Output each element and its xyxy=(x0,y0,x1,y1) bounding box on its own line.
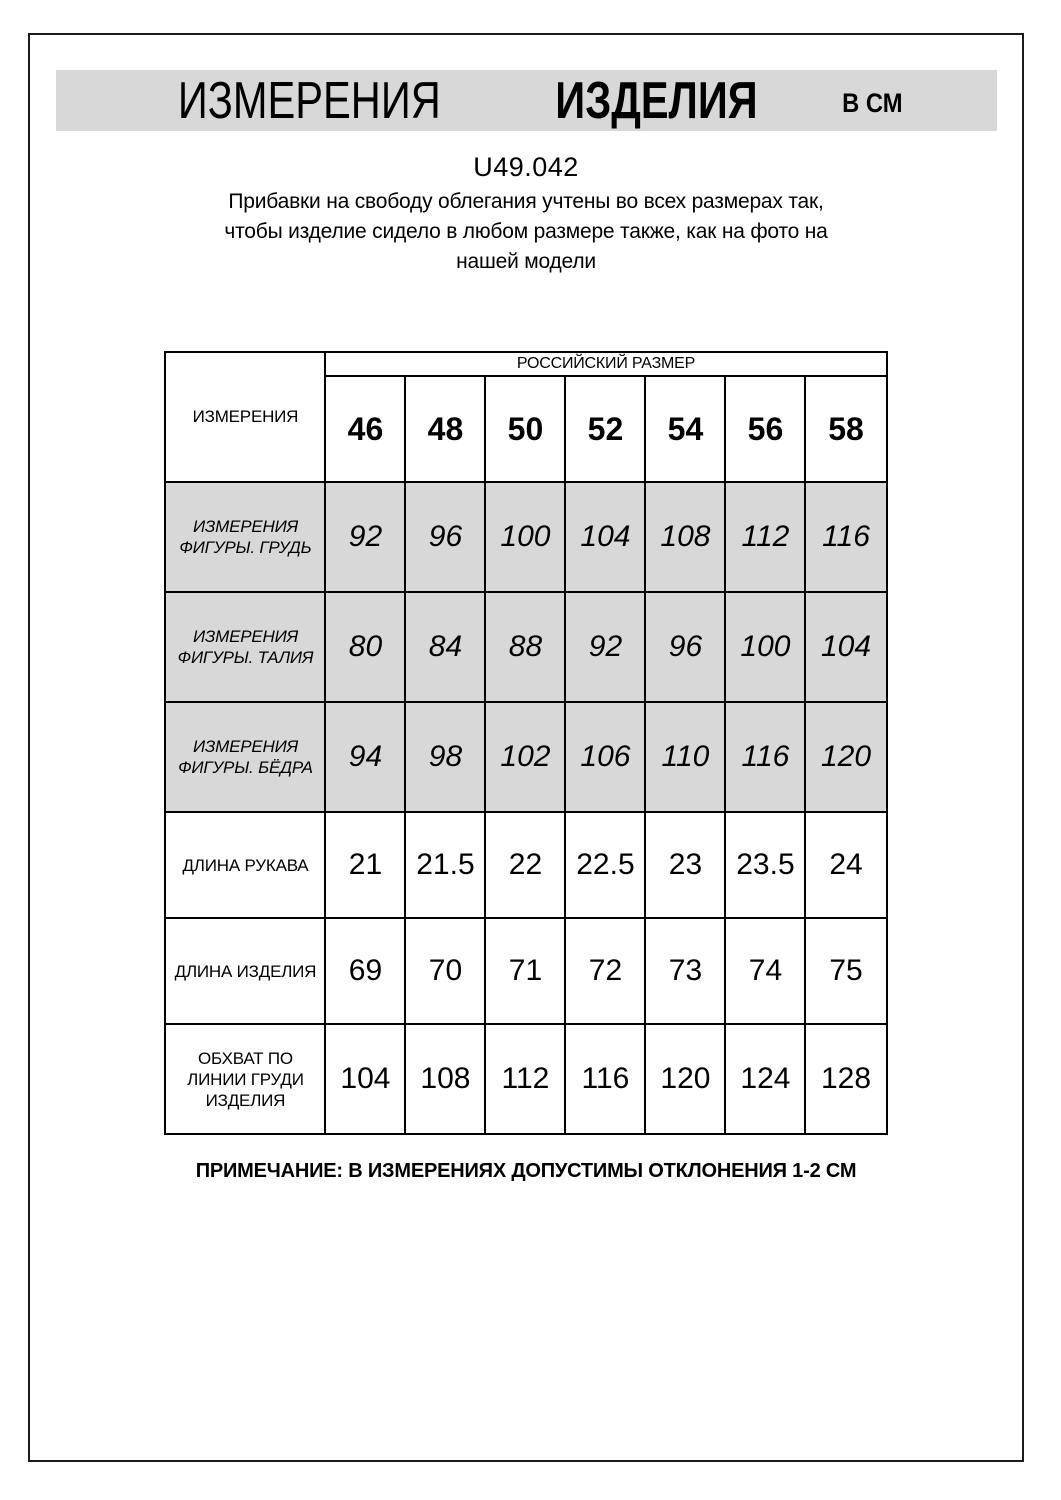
table-row-sleeve-length xyxy=(165,812,886,918)
value-cell: 71 xyxy=(485,918,565,1024)
value-cell: 112 xyxy=(725,482,805,592)
value-cell: 69 xyxy=(325,918,405,1024)
value-cell: 94 xyxy=(325,702,405,812)
value-cell: 70 xyxy=(405,918,485,1024)
size-cell-50: 50 xyxy=(485,376,565,482)
value-cell: 88 xyxy=(485,592,565,702)
row-label: ИЗМЕРЕНИЯ ФИГУРЫ. ТАЛИЯ xyxy=(165,592,325,702)
value-cell: 120 xyxy=(805,702,886,812)
intro-line-3: нашей модели xyxy=(456,250,596,273)
title-unit-cm: В СМ xyxy=(842,88,903,118)
value-cell: 116 xyxy=(565,1024,645,1134)
value-cell: 74 xyxy=(725,918,805,1024)
size-cell-52: 52 xyxy=(565,376,645,482)
page-border-frame xyxy=(28,33,1024,1462)
title-word-product: ИЗДЕЛИЯ xyxy=(554,71,758,130)
value-cell: 104 xyxy=(325,1024,405,1134)
value-cell: 75 xyxy=(805,918,886,1024)
value-cell: 104 xyxy=(565,482,645,592)
size-cell-54: 54 xyxy=(645,376,725,482)
intro-text xyxy=(30,187,1022,277)
article-code: U49.042 xyxy=(473,152,579,182)
value-cell: 116 xyxy=(725,702,805,812)
value-cell: 110 xyxy=(645,702,725,812)
value-cell: 92 xyxy=(565,592,645,702)
value-cell: 116 xyxy=(805,482,886,592)
value-cell: 108 xyxy=(405,1024,485,1134)
value-cell: 124 xyxy=(725,1024,805,1134)
size-cell-46: 46 xyxy=(325,376,405,482)
value-cell: 72 xyxy=(565,918,645,1024)
size-table xyxy=(164,351,887,1135)
size-cell-48: 48 xyxy=(405,376,485,482)
table-row-figure-hips xyxy=(165,702,886,812)
value-cell: 120 xyxy=(645,1024,725,1134)
row-label: ИЗМЕРЕНИЯ ФИГУРЫ. ГРУДЬ xyxy=(165,482,325,592)
value-cell: 21.5 xyxy=(405,812,485,918)
intro-line-2: чтобы изделие сидело в любом размере также, как на фото на xyxy=(224,220,828,243)
value-cell: 73 xyxy=(645,918,725,1024)
table-row-chest-girth xyxy=(165,1024,886,1134)
value-cell: 108 xyxy=(645,482,725,592)
intro-line-1: Прибавки на свободу облегания учтены во всех размерах так, xyxy=(228,190,824,213)
table-row-figure-chest xyxy=(165,482,886,592)
row-label: ДЛИНА ИЗДЕЛИЯ xyxy=(165,918,325,1024)
value-cell: 23.5 xyxy=(725,812,805,918)
value-cell: 23 xyxy=(645,812,725,918)
title-banner xyxy=(56,70,997,131)
row-label: ДЛИНА РУКАВА xyxy=(165,812,325,918)
size-cell-58: 58 xyxy=(805,376,886,482)
value-cell: 102 xyxy=(485,702,565,812)
table-group-header-row xyxy=(165,352,886,376)
value-cell: 100 xyxy=(485,482,565,592)
value-cell: 106 xyxy=(565,702,645,812)
value-cell: 96 xyxy=(405,482,485,592)
corner-label-cell: ИЗМЕРЕНИЯ xyxy=(165,352,325,482)
value-cell: 96 xyxy=(645,592,725,702)
value-cell: 84 xyxy=(405,592,485,702)
table-row-product-length xyxy=(165,918,886,1024)
value-cell: 104 xyxy=(805,592,886,702)
row-label: ИЗМЕРЕНИЯ ФИГУРЫ. БЁДРА xyxy=(165,702,325,812)
title-word-measurements: ИЗМЕРЕНИЯ xyxy=(177,71,441,130)
value-cell: 22 xyxy=(485,812,565,918)
row-label: ОБХВАТ ПО ЛИНИИ ГРУДИ ИЗДЕЛИЯ xyxy=(165,1024,325,1134)
value-cell: 80 xyxy=(325,592,405,702)
value-cell: 24 xyxy=(805,812,886,918)
footnote-text: ПРИМЕЧАНИЕ: В ИЗМЕРЕНИЯХ ДОПУСТИМЫ ОТКЛОНЕНИЯ 1-2 СМ xyxy=(195,1160,857,1182)
size-cell-56: 56 xyxy=(725,376,805,482)
value-cell: 21 xyxy=(325,812,405,918)
value-cell: 98 xyxy=(405,702,485,812)
value-cell: 92 xyxy=(325,482,405,592)
value-cell: 22.5 xyxy=(565,812,645,918)
russian-size-header-cell: РОССИЙСКИЙ РАЗМЕР xyxy=(325,352,886,376)
table-row-figure-waist xyxy=(165,592,886,702)
value-cell: 100 xyxy=(725,592,805,702)
value-cell: 128 xyxy=(805,1024,886,1134)
value-cell: 112 xyxy=(485,1024,565,1134)
